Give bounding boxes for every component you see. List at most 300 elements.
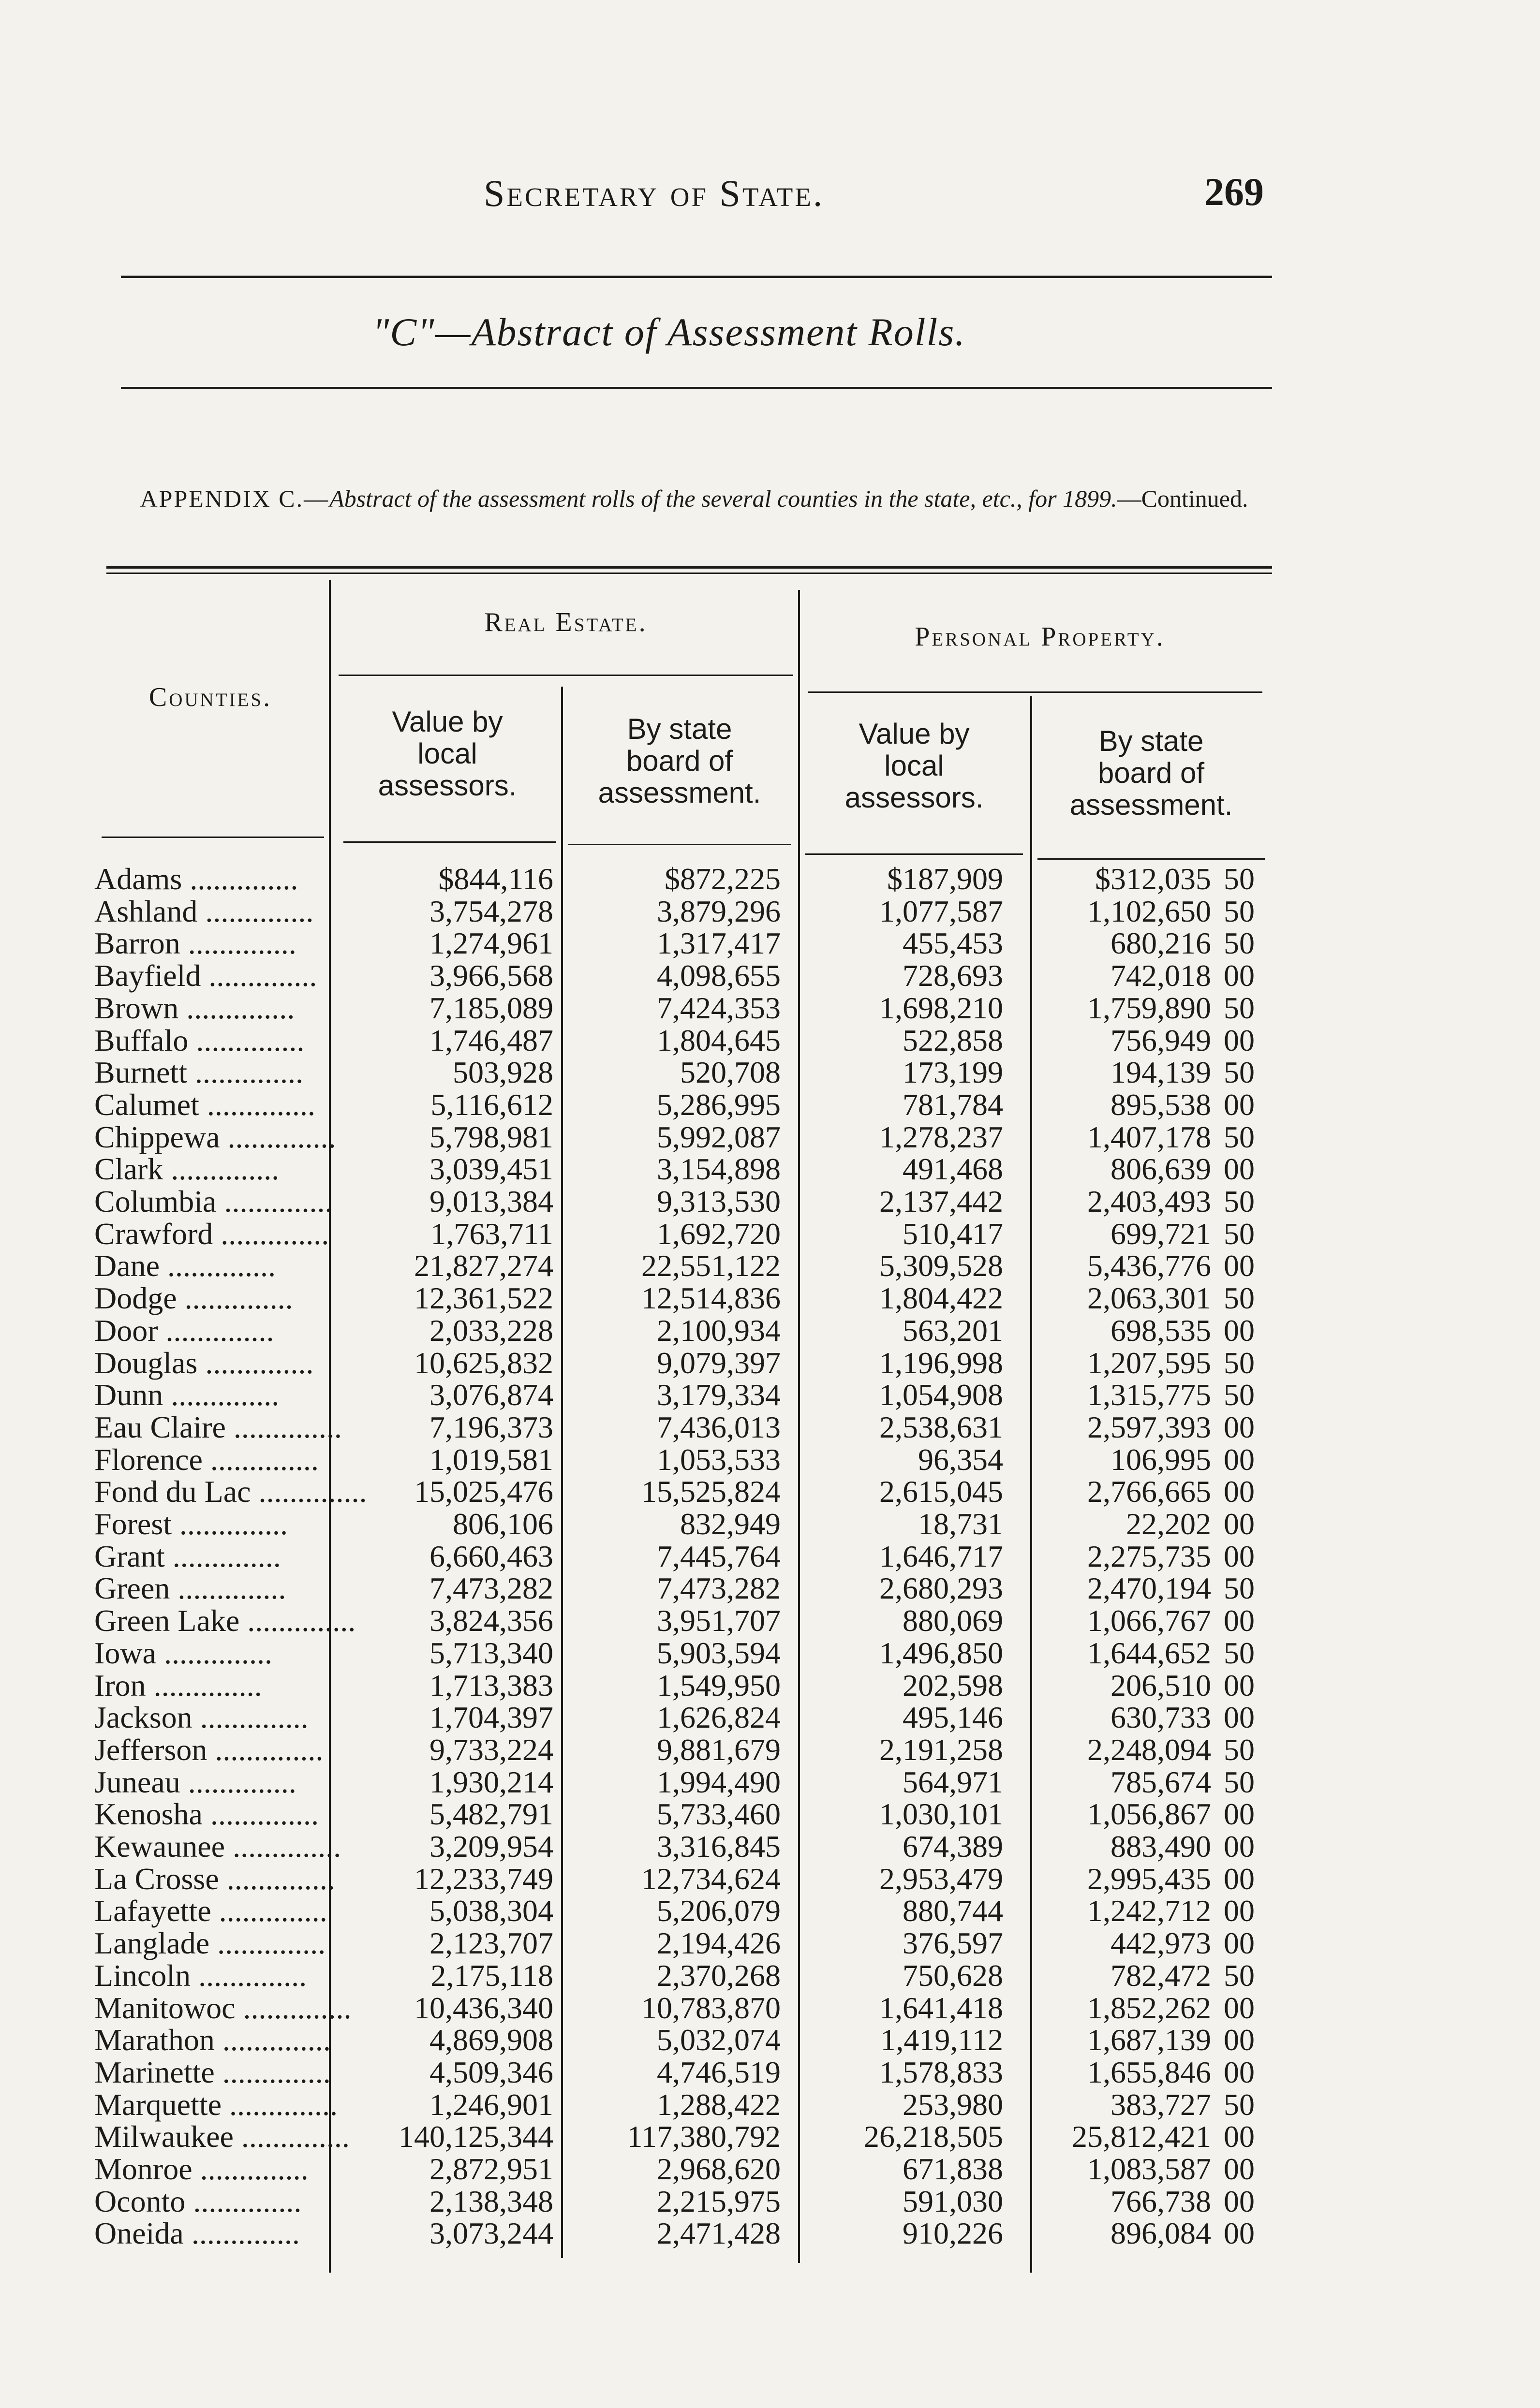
pp-state-cents: 00 [1224, 1410, 1255, 1444]
county-name: Dodge .............. [94, 1281, 293, 1315]
pp-state-cents: 50 [1224, 1184, 1255, 1219]
table-row [0, 1282, 1540, 1314]
pp-local-value: 563,201 [903, 1313, 1003, 1348]
pp-local-value: 96,354 [918, 1442, 1003, 1477]
pp-state-value: 1,644,652 [1087, 1636, 1211, 1670]
re-local-value: 2,123,707 [429, 1926, 553, 1960]
table-row [0, 2153, 1540, 2185]
county-name: Jackson .............. [94, 1700, 309, 1734]
re-local-value: 1,274,961 [429, 926, 553, 960]
pp-state-value: 742,018 [1111, 958, 1211, 993]
pp-local-value: 1,077,587 [879, 894, 1003, 928]
pp-state-cents: 00 [1224, 958, 1255, 993]
county-name: Marathon .............. [94, 2023, 331, 2057]
county-name: Douglas .............. [94, 1346, 314, 1380]
table-row [0, 1121, 1540, 1153]
pp-local-value: 910,226 [903, 2216, 1003, 2250]
pp-state-cents: 00 [1224, 1829, 1255, 1864]
pp-state-value: 2,995,435 [1087, 1862, 1211, 1896]
pp-local-value: 1,419,112 [880, 2023, 1003, 2057]
county-name: Chippewa .............. [94, 1120, 336, 1154]
re-local-value: 15,025,476 [414, 1474, 553, 1509]
table-row [0, 2024, 1540, 2056]
re-state-value: 3,879,296 [657, 894, 781, 928]
county-name: Manitowoc .............. [94, 1991, 352, 2025]
pp-state-cents: 00 [1224, 2184, 1255, 2218]
county-name: Door .............. [94, 1313, 274, 1348]
title-rule-top [121, 276, 1272, 278]
pp-state-value: 2,597,393 [1087, 1410, 1211, 1444]
re-state-value: 2,194,426 [657, 1926, 781, 1960]
county-name: Fond du Lac .............. [94, 1474, 367, 1509]
pp-local-value: 2,953,479 [879, 1862, 1003, 1896]
pp-state-value: 2,403,493 [1087, 1184, 1211, 1219]
re-local-value: 140,125,344 [399, 2119, 553, 2154]
re-state-value: 5,733,460 [657, 1797, 781, 1831]
pp-state-value: 2,470,194 [1087, 1571, 1211, 1605]
table-row [0, 2186, 1540, 2217]
pp-local-value: 510,417 [903, 1217, 1003, 1251]
pp-state-cents: 00 [1224, 1442, 1255, 1477]
pp-state-cents: 50 [1224, 1636, 1255, 1670]
re-local-value: 9,733,224 [429, 1733, 553, 1767]
pp-state-cents: 00 [1224, 1668, 1255, 1703]
re-local-value: 2,033,228 [429, 1313, 553, 1348]
re-local-value: 1,713,383 [429, 1668, 553, 1703]
pp-local-value: 1,030,101 [879, 1797, 1003, 1831]
county-name: Burnett .............. [94, 1055, 303, 1089]
pp-local-value: 2,680,293 [879, 1571, 1003, 1605]
county-name: Eau Claire .............. [94, 1410, 342, 1444]
re-local-value: 2,175,118 [430, 1958, 553, 1993]
pp-state-value: 883,490 [1111, 1829, 1211, 1864]
pp-local-value: 1,646,717 [879, 1539, 1003, 1573]
pp-state-value: 1,655,846 [1087, 2055, 1211, 2089]
county-name: Lincoln .............. [94, 1958, 307, 1993]
county-name: Buffalo .............. [94, 1023, 305, 1057]
table-row [0, 1186, 1540, 1218]
pp-state-value: 2,275,735 [1087, 1539, 1211, 1573]
re-local-value: 503,928 [453, 1055, 553, 1089]
pp-state-value: 383,727 [1111, 2087, 1211, 2122]
pp-state-value: 442,973 [1111, 1926, 1211, 1960]
re-local-value: 5,116,612 [430, 1087, 553, 1122]
table-row [0, 1411, 1540, 1443]
pp-local-value: 728,693 [903, 958, 1003, 993]
re-local-header: Value by local assessors. [378, 705, 517, 802]
county-name: Florence .............. [94, 1442, 319, 1477]
re-state-value: 2,968,620 [657, 2152, 781, 2186]
pp-state-cents: 00 [1224, 1507, 1255, 1541]
re-local-value: 5,713,340 [429, 1636, 553, 1670]
table-row [0, 992, 1540, 1024]
county-name: Dunn .............. [94, 1378, 280, 1412]
table-row [0, 1379, 1540, 1411]
pp-state-cents: 00 [1224, 1700, 1255, 1734]
pp-local-header: Value by local assessors. [844, 718, 984, 814]
pp-state-value: 206,510 [1111, 1668, 1211, 1703]
county-name: Lafayette .............. [94, 1894, 327, 1928]
personal-property-header: Personal Property. [915, 622, 1165, 652]
table-row [0, 1476, 1540, 1508]
re-state-value: 2,471,428 [657, 2216, 781, 2250]
re-state-value: 9,313,530 [657, 1184, 781, 1219]
caption-italic: Abstract of the assessment rolls of the several counties in the state, etc., for 1899. [329, 485, 1117, 512]
pp-local-value: 26,218,505 [864, 2119, 1003, 2154]
county-name: Green Lake .............. [94, 1603, 356, 1638]
personal-property-rule [808, 691, 1262, 693]
pp-state-cents: 00 [1224, 2119, 1255, 2154]
table-caption [99, 484, 1289, 514]
table-row [0, 1089, 1540, 1121]
re-local-value: 2,872,951 [429, 2152, 553, 2186]
re-state-value: 4,746,519 [657, 2055, 781, 2089]
county-name: Barron .............. [94, 926, 296, 960]
table-row [0, 1702, 1540, 1733]
table-row [0, 1057, 1540, 1088]
county-name: Adams .............. [94, 862, 298, 896]
pp-state-value: 1,852,262 [1087, 1991, 1211, 2025]
pp-state-value: 756,949 [1111, 1023, 1211, 1057]
pp-state-cents: 50 [1224, 1765, 1255, 1799]
re-local-value: 3,073,244 [429, 2216, 553, 2250]
pp-state-value: 896,084 [1111, 2216, 1211, 2250]
re-local-value: 1,019,581 [429, 1442, 553, 1477]
pp-state-value: 1,066,767 [1087, 1603, 1211, 1638]
pp-state-cents: 00 [1224, 1313, 1255, 1348]
running-head: Secretary of State. [484, 172, 825, 214]
county-name: Monroe .............. [94, 2152, 309, 2186]
pp-local-value: 1,196,998 [879, 1346, 1003, 1380]
header-rule-c4 [1037, 858, 1265, 860]
pp-state-cents: 00 [1224, 1474, 1255, 1509]
pp-state-cents: 50 [1224, 1571, 1255, 1605]
pp-local-value: 880,069 [903, 1603, 1003, 1638]
pp-state-cents: 50 [1224, 894, 1255, 928]
pp-local-value: 1,496,850 [879, 1636, 1003, 1670]
re-state-value: 520,708 [680, 1055, 781, 1089]
title-rule-bottom [121, 387, 1272, 389]
re-local-value: 7,473,282 [429, 1571, 553, 1605]
table-row [0, 1766, 1540, 1798]
county-name: Iowa .............. [94, 1636, 272, 1670]
pp-state-cents: 00 [1224, 1087, 1255, 1122]
pp-state-value: 1,687,139 [1087, 2023, 1211, 2057]
county-name: Milwaukee .............. [94, 2119, 350, 2154]
table-row [0, 1992, 1540, 2024]
table-row [0, 1798, 1540, 1830]
pp-state-cents: 50 [1224, 2087, 1255, 2122]
pp-state-cents: 50 [1224, 1217, 1255, 1251]
pp-local-value: 1,698,210 [879, 991, 1003, 1025]
pp-local-value: 671,838 [903, 2152, 1003, 2186]
table-top-rule-2 [106, 573, 1272, 574]
re-state-value: 15,525,824 [641, 1474, 781, 1509]
re-state-value: 22,551,122 [641, 1248, 781, 1283]
real-estate-header: Real Estate. [484, 607, 648, 637]
table-top-rule [106, 566, 1272, 569]
table-row [0, 960, 1540, 992]
table-row [0, 1670, 1540, 1702]
county-name: Marinette .............. [94, 2055, 331, 2089]
re-state-value: 5,032,074 [657, 2023, 781, 2057]
pp-state-cents: 00 [1224, 1152, 1255, 1186]
caption-lead: APPENDIX C.— [140, 485, 330, 512]
pp-local-value: 591,030 [903, 2184, 1003, 2218]
pp-state-value: 806,639 [1111, 1152, 1211, 1186]
pp-state-cents: 00 [1224, 1539, 1255, 1573]
table-row [0, 1250, 1540, 1282]
pp-state-value: 106,995 [1111, 1442, 1211, 1477]
table-row [0, 1347, 1540, 1379]
pp-state-value: 895,538 [1111, 1087, 1211, 1122]
pp-state-cents: 50 [1224, 991, 1255, 1025]
county-name: Clark .............. [94, 1152, 280, 1186]
table-row [0, 1960, 1540, 1992]
pp-state-value: 25,812,421 [1072, 2119, 1211, 2154]
table-row [0, 1637, 1540, 1669]
county-name: Bayfield .............. [94, 958, 317, 993]
re-local-value: 806,106 [453, 1507, 553, 1541]
county-name: Green .............. [94, 1571, 286, 1605]
pp-state-cents: 50 [1224, 862, 1255, 896]
re-state-value: 1,994,490 [657, 1765, 781, 1799]
counties-header: Counties. [148, 682, 272, 712]
pp-state-cents: 50 [1224, 1378, 1255, 1412]
pp-local-value: 253,980 [903, 2087, 1003, 2122]
table-row [0, 1315, 1540, 1347]
re-local-value: 5,482,791 [429, 1797, 553, 1831]
pp-local-value: 781,784 [903, 1087, 1003, 1122]
header-rule-c2 [568, 844, 791, 845]
re-local-value: 4,869,908 [429, 2023, 553, 2057]
re-local-value: 10,625,832 [414, 1346, 553, 1380]
county-name: Brown .............. [94, 991, 295, 1025]
pp-local-value: 5,309,528 [879, 1248, 1003, 1283]
table-row [0, 896, 1540, 927]
pp-local-value: $187,909 [887, 862, 1003, 896]
table-row [0, 1444, 1540, 1476]
re-local-value: 1,704,397 [429, 1700, 553, 1734]
table-row [0, 1927, 1540, 1959]
pp-local-value: 202,598 [903, 1668, 1003, 1703]
table-row [0, 2121, 1540, 2153]
pp-state-value: 680,216 [1111, 926, 1211, 960]
pp-local-value: 2,615,045 [879, 1474, 1003, 1509]
re-state-value: 832,949 [680, 1507, 781, 1541]
re-local-value: 9,013,384 [429, 1184, 553, 1219]
pp-state-value: 1,207,595 [1087, 1346, 1211, 1380]
county-name: Iron .............. [94, 1668, 262, 1703]
re-local-value: 1,746,487 [429, 1023, 553, 1057]
table-row [0, 1895, 1540, 1927]
re-local-value: 7,185,089 [429, 991, 553, 1025]
re-state-value: 117,380,792 [627, 2119, 781, 2154]
pp-state-cents: 00 [1224, 1926, 1255, 1960]
pp-local-value: 1,804,422 [879, 1281, 1003, 1315]
pp-state-value: 22,202 [1126, 1507, 1211, 1541]
county-name: Marquette .............. [94, 2087, 338, 2122]
pp-state-value: 1,102,650 [1087, 894, 1211, 928]
pp-local-value: 880,744 [903, 1894, 1003, 1928]
re-state-value: 12,734,624 [641, 1862, 781, 1896]
pp-local-value: 2,538,631 [879, 1410, 1003, 1444]
pp-state-value: 5,436,776 [1087, 1248, 1211, 1283]
pp-state-cents: 00 [1224, 1023, 1255, 1057]
re-state-value: 2,100,934 [657, 1313, 781, 1348]
re-local-value: 3,966,568 [429, 958, 553, 993]
table-row [0, 1508, 1540, 1540]
pp-local-value: 2,191,258 [879, 1733, 1003, 1767]
re-local-value: 6,660,463 [429, 1539, 553, 1573]
re-local-value: 5,798,981 [429, 1120, 553, 1154]
pp-state-cents: 00 [1224, 1797, 1255, 1831]
pp-state-cents: 00 [1224, 1991, 1255, 2025]
page-number: 269 [1204, 170, 1264, 214]
re-state-value: 7,473,282 [657, 1571, 781, 1605]
re-state-value: 7,436,013 [657, 1410, 781, 1444]
table-row [0, 1605, 1540, 1637]
county-name: Kewaunee .............. [94, 1829, 341, 1864]
county-name: La Crosse .............. [94, 1862, 335, 1896]
re-local-value: 3,824,356 [429, 1603, 553, 1638]
caption-tail: —Continued. [1117, 485, 1248, 512]
re-local-value: 1,930,214 [429, 1765, 553, 1799]
re-local-value: 1,246,901 [429, 2087, 553, 2122]
county-name: Grant .............. [94, 1539, 281, 1573]
pp-state-value: 2,248,094 [1087, 1733, 1211, 1767]
county-name: Kenosha .............. [94, 1797, 319, 1831]
re-state-value: 5,903,594 [657, 1636, 781, 1670]
pp-state-cents: 00 [1224, 2152, 1255, 2186]
pp-state-cents: 50 [1224, 1958, 1255, 1993]
table-row [0, 1572, 1540, 1604]
county-name: Crawford .............. [94, 1217, 329, 1251]
pp-state-value: 698,535 [1111, 1313, 1211, 1348]
county-name: Forest .............. [94, 1507, 288, 1541]
re-state-value: 9,079,397 [657, 1346, 781, 1380]
pp-state-value: $312,035 [1095, 862, 1211, 896]
re-local-value: 12,361,522 [414, 1281, 553, 1315]
pp-state-cents: 00 [1224, 1862, 1255, 1896]
re-local-value: $844,116 [438, 862, 553, 896]
pp-state-value: 2,063,301 [1087, 1281, 1211, 1315]
county-name: Jefferson .............. [94, 1733, 324, 1767]
county-name: Oconto .............. [94, 2184, 302, 2218]
table-row [0, 2089, 1540, 2121]
re-state-value: 9,881,679 [657, 1733, 781, 1767]
pp-local-value: 376,597 [903, 1926, 1003, 1960]
pp-state-value: 1,759,890 [1087, 991, 1211, 1025]
header-rule-c3 [805, 853, 1023, 855]
pp-state-cents: 00 [1224, 2023, 1255, 2057]
re-local-value: 3,076,874 [429, 1378, 553, 1412]
re-local-value: 10,436,340 [414, 1991, 553, 2025]
county-name: Juneau .............. [94, 1765, 296, 1799]
re-local-value: 21,827,274 [414, 1248, 553, 1283]
re-state-value: 5,206,079 [657, 1894, 781, 1928]
header-rule-c1 [343, 841, 556, 843]
table-row [0, 1541, 1540, 1572]
pp-local-value: 1,054,908 [879, 1378, 1003, 1412]
pp-state-header: By state board of assessment. [1069, 725, 1233, 821]
re-state-header: By state board of assessment. [598, 713, 761, 809]
county-name: Dane .............. [94, 1248, 276, 1283]
county-name: Calumet .............. [94, 1087, 315, 1122]
re-state-value: 1,804,645 [657, 1023, 781, 1057]
table-row [0, 927, 1540, 959]
table-row [0, 1734, 1540, 1766]
re-local-value: 3,209,954 [429, 1829, 553, 1864]
pp-local-value: 1,641,418 [879, 1991, 1003, 2025]
re-state-value: 2,370,268 [657, 1958, 781, 1993]
pp-state-cents: 00 [1224, 1603, 1255, 1638]
re-state-value: 3,316,845 [657, 1829, 781, 1864]
re-state-value: 3,951,707 [657, 1603, 781, 1638]
pp-state-value: 1,056,867 [1087, 1797, 1211, 1831]
pp-local-value: 564,971 [903, 1765, 1003, 1799]
pp-state-cents: 50 [1224, 1733, 1255, 1767]
table-row [0, 1218, 1540, 1250]
page-title: "C"—Abstract of Assessment Rolls. [372, 310, 966, 354]
county-name: Columbia .............. [94, 1184, 333, 1219]
pp-local-value: 18,731 [918, 1507, 1003, 1541]
real-estate-rule [339, 675, 793, 676]
pp-state-value: 699,721 [1111, 1217, 1211, 1251]
re-local-value: 12,233,749 [414, 1862, 553, 1896]
re-state-value: 1,317,417 [657, 926, 781, 960]
table-row [0, 1831, 1540, 1863]
pp-state-value: 1,242,712 [1087, 1894, 1211, 1928]
table-row [0, 1863, 1540, 1895]
header-rule-counties [102, 837, 324, 838]
table-row [0, 1153, 1540, 1185]
pp-state-cents: 50 [1224, 1120, 1255, 1154]
pp-state-value: 1,083,587 [1087, 2152, 1211, 2186]
re-state-value: 4,098,655 [657, 958, 781, 993]
re-local-value: 3,039,451 [429, 1152, 553, 1186]
pp-local-value: 495,146 [903, 1700, 1003, 1734]
pp-local-value: 750,628 [903, 1958, 1003, 1993]
table-row [0, 863, 1540, 895]
pp-state-value: 630,733 [1111, 1700, 1211, 1734]
pp-local-value: 1,278,237 [879, 1120, 1003, 1154]
re-state-value: 1,626,824 [657, 1700, 781, 1734]
pp-state-value: 1,315,775 [1087, 1378, 1211, 1412]
pp-state-value: 1,407,178 [1087, 1120, 1211, 1154]
re-state-value: 1,692,720 [657, 1217, 781, 1251]
re-state-value: 3,154,898 [657, 1152, 781, 1186]
re-state-value: $872,225 [665, 862, 781, 896]
county-name: Oneida .............. [94, 2216, 300, 2250]
county-name: Ashland .............. [94, 894, 314, 928]
pp-state-cents: 50 [1224, 1281, 1255, 1315]
re-state-value: 1,288,422 [657, 2087, 781, 2122]
re-local-value: 2,138,348 [429, 2184, 553, 2218]
pp-state-value: 766,738 [1111, 2184, 1211, 2218]
pp-local-value: 522,858 [903, 1023, 1003, 1057]
re-state-value: 2,215,975 [657, 2184, 781, 2218]
re-state-value: 1,549,950 [657, 1668, 781, 1703]
re-local-value: 4,509,346 [429, 2055, 553, 2089]
pp-state-value: 785,674 [1111, 1765, 1211, 1799]
table-row [0, 2217, 1540, 2249]
re-state-value: 3,179,334 [657, 1378, 781, 1412]
pp-state-value: 782,472 [1111, 1958, 1211, 1993]
pp-local-value: 455,453 [903, 926, 1003, 960]
re-state-value: 7,424,353 [657, 991, 781, 1025]
re-state-value: 7,445,764 [657, 1539, 781, 1573]
